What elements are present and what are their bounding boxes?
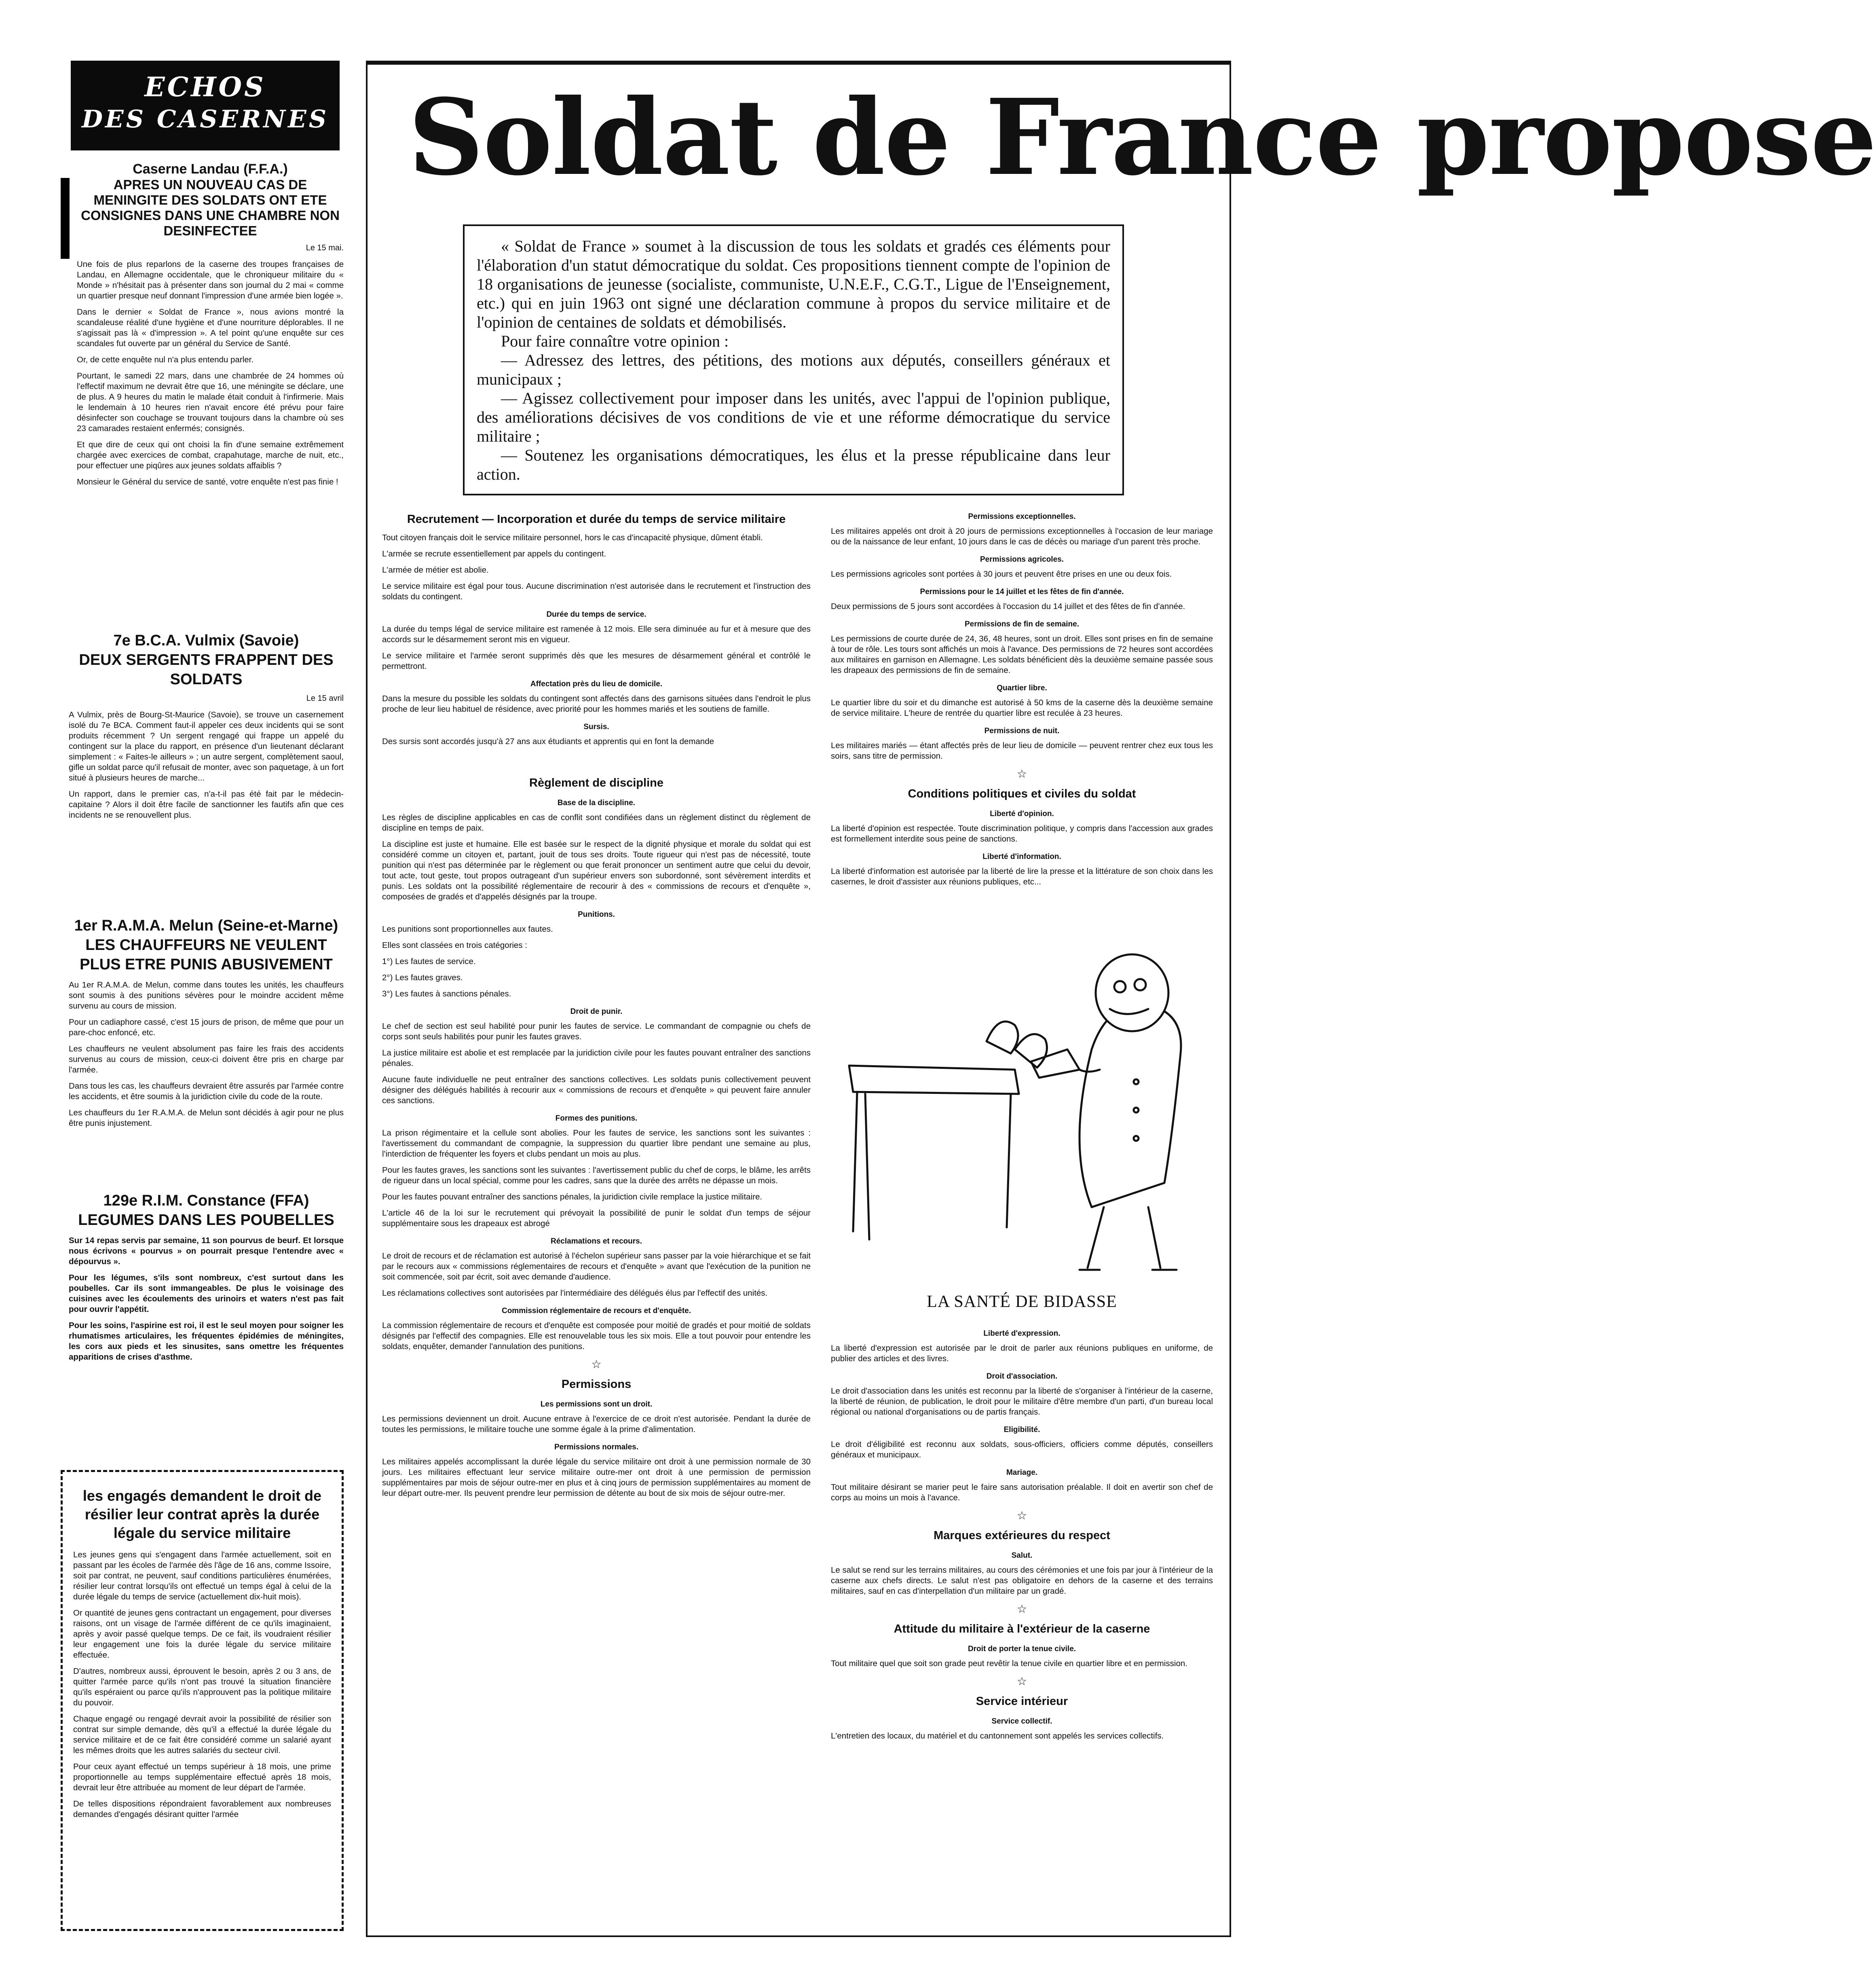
paragraph: La justice militaire est abolie et est remplacée par la juridiction civile pour les fautes pouvant entraîner des sanctions pénales. bbox=[382, 1048, 811, 1068]
subheading: Droit de punir. bbox=[570, 1007, 623, 1016]
subheading: Mariage. bbox=[1006, 1468, 1038, 1477]
article-kicker: Caserne Landau (F.F.A.) bbox=[133, 161, 288, 177]
article-kicker: 129e R.I.M. Constance (FFA) bbox=[103, 1192, 309, 1209]
subheading: Formes des punitions. bbox=[555, 1114, 638, 1123]
paragraph: Le droit d'association dans les unités est reconnu par la liberté de s'organiser à l'intérieur de la caserne, la liberté de réunion, de publication, le droit pour le militaire d'être membre d'un parti, d'un bureau local régional ou national d'organisations ou de partis français. bbox=[831, 1386, 1213, 1417]
right-column-lower bbox=[831, 1328, 1213, 1919]
article-melun bbox=[69, 916, 344, 1134]
paragraph: Pour les fautes pouvant entraîner des sanctions pénales, la juridiction civile remplace la justice militaire. bbox=[382, 1192, 763, 1201]
section-title: Règlement de discipline bbox=[529, 776, 663, 789]
paragraph: Tout citoyen français doit le service militaire personnel, hors le cas d'incapacité physique, dûment établi. bbox=[382, 533, 763, 542]
intro-box bbox=[463, 224, 1124, 495]
article-headline: LEGUMES DANS LES POUBELLES bbox=[78, 1212, 334, 1229]
article-date: Le 15 avril bbox=[306, 694, 344, 703]
paragraph: Le service militaire et l'armée seront supprimés dès que les mesures de désarmement général et contrôlé le permettront. bbox=[382, 651, 811, 671]
decorative-bar bbox=[61, 178, 70, 259]
subheading: Salut. bbox=[1011, 1551, 1033, 1560]
subheading: Liberté d'opinion. bbox=[990, 810, 1054, 818]
subheading: Sursis. bbox=[583, 723, 609, 731]
subheading: Quartier libre. bbox=[997, 684, 1047, 692]
subheading: Permissions normales. bbox=[554, 1443, 639, 1451]
article-headline: LES CHAUFFEURS NE VEULENT PLUS ETRE PUNIS ABUSIVEMENT bbox=[80, 937, 333, 973]
box-paragraph: Les jeunes gens qui s'engagent dans l'armée actuellement, soit en passant par les écoles de l'armée dès l'âge de 16 ans, comme Issoire, soit par contrat, ne peuvent, sauf conditions particulières énumérées, résilier leur contrat lorsqu'ils ont effectué un temps égal à celui de la durée légale du temps de service (actuellement dix-huit mois). bbox=[73, 1550, 331, 1601]
cartoon-caption: LA SANTÉ DE BIDASSE bbox=[927, 1292, 1117, 1311]
list-item: 2°) Les fautes graves. bbox=[382, 973, 463, 982]
paragraph: Deux permissions de 5 jours sont accordées à l'occasion du 14 juillet et des fêtes de fin d'année. bbox=[831, 602, 1185, 611]
paragraph: Le quartier libre du soir et du dimanche est autorisé à 50 kms de la caserne dès la deuxième semaine de service militaire. L'heure de rentrée du quartier libre est reculée à 23 heures. bbox=[831, 698, 1213, 718]
subheading: Eligibilité. bbox=[1003, 1426, 1040, 1434]
article-paragraph: Pour les légumes, s'ils sont nombreux, c'est surtout dans les poubelles. Car ils sont immangeables. De plus le voisinage des cuisines avec les écoulements des urinoirs et waters n'est pas fait pour ouvrir l'appétit. bbox=[69, 1273, 344, 1314]
paragraph: Tout militaire désirant se marier peut le faire sans autorisation préalable. Il doit en avertir son chef de corps au moins un mois à l'avance. bbox=[831, 1483, 1213, 1502]
intro-paragraph: — Adressez des lettres, des pétitions, des motions aux députés, conseillers généraux et municipaux ; bbox=[477, 351, 1110, 388]
subheading: Commission réglementaire de recours et d'enquête. bbox=[501, 1307, 691, 1315]
paragraph: La commission réglementaire de recours et d'enquête est composée pour moitié de gradés et pour moitié de soldats désignés par l'effectif des compagnies. Elle est renouvelable tous les six mois. Elle a tout pouvoir pour entendre les soldats, enquêter, demander l'annulation des punitions. bbox=[382, 1321, 811, 1351]
star-divider: ☆ bbox=[1016, 768, 1027, 780]
box-paragraph: D'autres, nombreux aussi, éprouvent le besoin, après 2 ou 3 ans, de quitter l'armée parce qu'ils n'ont pas trouvé la situation financière qu'ils espéraient ou parce qu'ils n'approuvent pas la politique militaire du pouvoir. bbox=[73, 1667, 331, 1707]
article-paragraph: Et que dire de ceux qui ont choisi la fin d'une semaine extrêmement chargée avec exercices de combat, crapahutage, marche de nuit, etc., pour effectuer une piqûres aux jeunes soldats affaiblis ? bbox=[77, 440, 344, 470]
subheading: Permissions de fin de semaine. bbox=[965, 620, 1079, 628]
article-constance bbox=[69, 1191, 344, 1368]
paragraph: Les permissions de courte durée de 24, 36, 48 heures, sont un droit. Elles sont prises en fin de semaine à tour de rôle. Les tours sont affichés un mois à l'avance. Des permissions de 72 heures sont accordées aux militaires en garnison en Allemagne. Les soldats bénéficient dès la deuxième semaine passée sous les drapeaux des permissions de fin de semaine. bbox=[831, 634, 1213, 675]
list-item: 3°) Les fautes à sanctions pénales. bbox=[382, 989, 511, 998]
subheading: Permissions de nuit. bbox=[984, 727, 1060, 735]
article-paragraph: Dans le dernier « Soldat de France », nous avions montré la scandaleuse réalité d'une hygiène et d'une nourriture déplorables. Il ne s'agissait pas là « d'impression ». A tel point qu'une enquête sur ces scandales fut ouverte par un général du Service de Santé. bbox=[77, 307, 344, 348]
star-divider: ☆ bbox=[591, 1358, 602, 1371]
subheading: Durée du temps de service. bbox=[546, 610, 646, 619]
paragraph: Les permissions deviennent un droit. Aucune entrave à l'exercice de ce droit n'est autorisée. Pendant la durée de toutes les permissions, le militaire touche une somme égale à la prime d'alimentation. bbox=[382, 1414, 811, 1434]
paragraph: Dans la mesure du possible les soldats du contingent sont affectés dans des garnisons situées dans l'endroit le plus proche de leur lieu habituel de résidence, avec priorité pour les hommes mariés et les soutiens de famille. bbox=[382, 694, 811, 714]
paragraph: Aucune faute individuelle ne peut entraîner des sanctions collectives. Les soldats punis collectivement peuvent désigner des délégués habilités à recourir aux « commissions de recours et d'enquête » qui peuvent faire annuler ces sanctions. bbox=[382, 1075, 811, 1105]
star-divider: ☆ bbox=[1016, 1675, 1027, 1688]
section-title: Recrutement — Incorporation et durée du temps de service militaire bbox=[407, 513, 786, 526]
paragraph: L'entretien des locaux, du matériel et du cantonnement sont appelés les services collectifs. bbox=[831, 1731, 1164, 1741]
subheading: Affectation près du lieu de domicile. bbox=[530, 680, 663, 688]
article-paragraph: Les chauffeurs ne veulent absolument pas faire les frais des accidents survenus au cours de mission, ceux-ci doivent être pris en charge par l'armée. bbox=[69, 1044, 344, 1074]
box-title: les engagés demandent le droit de résilier leur contrat après la durée légale du service militaire bbox=[82, 1487, 322, 1541]
masthead: Soldat de France propose bbox=[408, 76, 1876, 199]
section-title: Conditions politiques et civiles du soldat bbox=[908, 787, 1136, 800]
paragraph: Les militaires mariés — étant affectés près de leur lieu de domicile — peuvent rentrer chez eux tous les soirs, sans titre de permission. bbox=[831, 741, 1213, 761]
article-kicker: 7e B.C.A. Vulmix (Savoie) bbox=[113, 632, 299, 649]
article-paragraph: A Vulmix, près de Bourg-St-Maurice (Savoie), se trouve un casernement isolé du 7e BCA. Comment faut-il appeler ces deux incidents qui se sont produits récemment ? Un sergent rengagé qui frappe un appelé du contingent sur la place du rapport, en présence d'un lieutenant déclarant simplement : « Faites-le ailleurs » ; un autre sergent, complètement saoul, gifle un soldat parce qu'il refusait de monter, avec son paquetage, à un fort situé à plusieurs heures de marche... bbox=[69, 710, 344, 783]
intro-paragraph: — Agissez collectivement pour imposer dans les unités, avec l'appui de l'opinion publique, des améliorations décisives de vos conditions de vie et une réforme démocratique du service militaire ; bbox=[477, 389, 1110, 445]
paragraph: Les militaires appelés ont droit à 20 jours de permissions exceptionnelles à l'occasion de leur mariage ou de la naissance de leur enfant, 10 jours dans le cas de décès ou mariage d'un parent très proche. bbox=[831, 527, 1213, 546]
paragraph: La discipline est juste et humaine. Elle est basée sur le respect de la dignité physique et morale du soldat qui est considéré comme un citoyen et, partant, jouit de tous ses droits. Toute rigueur qui n'est pas de nécessité, toute punition qui n'est pas déterminée par le règlement ou que ferait prononcer un sentiment autre que celui du devoir, tout acte, tout geste, tout propos outrageant d'un supérieur envers son subordonné, sont sévèrement interdits et punis. Les soldats ont la possibilité réglementaire de recourir à des « commissions de recours et d'enquête », composées de gradés et d'appelés désignés par la troupe. bbox=[382, 840, 811, 901]
article-paragraph: Pour un cadiaphore cassé, c'est 15 jours de prison, de même que pour un pare-choc enfoncé, etc. bbox=[69, 1017, 344, 1037]
subheading: Service collectif. bbox=[991, 1717, 1052, 1726]
paragraph: Le droit d'éligibilité est reconnu aux soldats, sous-officiers, officiers comme députés, conseillers généraux et municipaux. bbox=[831, 1440, 1213, 1459]
box-paragraph: Pour ceux ayant effectué un temps supérieur à 18 mois, une prime proportionnelle au temps supplémentaire effectué après 18 mois, devrait leur être attribuée au moment de leur départ de l'armée. bbox=[73, 1762, 331, 1792]
article-paragraph: Une fois de plus reparlons de la caserne des troupes françaises de Landau, en Allemagne occidentale, que le chroniqueur militaire du « Monde » n'hésitait pas à présenter dans son journal du 2 mai « comme un quartier presque neuf donnant l'impression d'une armée bien logée ». bbox=[77, 260, 344, 300]
subheading: Permissions pour le 14 juillet et les fêtes de fin d'année. bbox=[920, 588, 1124, 596]
subheading: Punitions. bbox=[578, 910, 615, 919]
subheading: Permissions exceptionnelles. bbox=[968, 512, 1076, 521]
article-headline: APRES UN NOUVEAU CAS DE MENINGITE DES SOLDATS ONT ETE CONSIGNES DANS UNE CHAMBRE NON DESINFECTEE bbox=[81, 177, 340, 238]
section-title: Attitude du militaire à l'extérieur de la caserne bbox=[894, 1622, 1150, 1635]
subheading: Base de la discipline. bbox=[557, 799, 636, 807]
intro-paragraph: Pour faire connaître votre opinion : bbox=[501, 332, 729, 350]
article-paragraph: Au 1er R.A.M.A. de Melun, comme dans toutes les unités, les chauffeurs sont soumis à des punitions sévères pour le moindre accident même survenu au cours de mission. bbox=[69, 980, 344, 1011]
paragraph: L'armée se recrute essentiellement par appels du contingent. bbox=[382, 549, 606, 558]
paragraph: Le chef de section est seul habilité pour punir les fautes de service. Le commandant de compagnie ou chefs de corps sont seuls habilités pour punir les fautes graves. bbox=[382, 1022, 811, 1041]
paragraph: Le salut se rend sur les terrains militaires, au cours des cérémonies et une fois par jour à l'intérieur de la caserne aux chefs directs. Le salut n'est pas obligatoire en dehors de la caserne et des terrains militaires, sauf en cas d'interpellation d'un militaire par un gradé. bbox=[831, 1565, 1213, 1596]
paragraph: Elles sont classées en trois catégories : bbox=[382, 941, 527, 950]
subheading: Réclamations et recours. bbox=[551, 1237, 642, 1246]
article-headline: DEUX SERGENTS FRAPPENT DES SOLDATS bbox=[79, 651, 334, 688]
paragraph: Des sursis sont accordés jusqu'à 27 ans aux étudiants et apprentis qui en font la demande bbox=[382, 737, 714, 746]
section-title: Permissions bbox=[561, 1378, 632, 1391]
article-paragraph: Sur 14 repas servis par semaine, 11 son pourvus de beurf. Et lorsque nous écrivons « pourvus » on pourrait presque l'entendre avec « dépourvus ». bbox=[69, 1236, 344, 1266]
intro-paragraph: « Soldat de France » soumet à la discussion de tous les soldats et gradés ces éléments pour l'élaboration d'un statut démocratique du soldat. Ces propositions tiennent compte de l'opinion de 18 organisations de jeunesse (socialiste, communiste, U.N.E.F., C.G.T., Ligue de l'Enseignement, etc.) qui en juin 1963 ont signé une déclaration commune à propos du service militaire et de l'opinion de centaines de soldats et démobilisés. bbox=[477, 237, 1110, 331]
paragraph: Les punitions sont proportionnelles aux fautes. bbox=[382, 924, 553, 934]
subheading: Liberté d'information. bbox=[982, 852, 1061, 861]
star-divider: ☆ bbox=[1016, 1509, 1027, 1522]
paragraph: La liberté d'information est autorisée par la liberté de lire la presse et la littérature de son choix dans les casernes, le droit d'assister aux réunions publiques, etc... bbox=[831, 867, 1213, 886]
paragraph: La liberté d'expression est autorisée par le droit de parler aux réunions publiques en uniforme, de publier des articles et des livres. bbox=[831, 1343, 1213, 1363]
article-paragraph: Pour les soins, l'aspirine est roi, il est le seul moyen pour soigner les rhumatismes articulaires, les fréquentes épidémies de méningites, les cors aux pieds et les sinusites, sans omettre les fréquentes apparitions de crises d'asthme. bbox=[69, 1321, 344, 1362]
star-divider: ☆ bbox=[1016, 1603, 1027, 1615]
paragraph: L'article 46 de la loi sur le recrutement qui prévoyait la possibilité de punir le soldat d'un temps de séjour supplémentaire sous les drapeaux est abrogé bbox=[382, 1208, 811, 1228]
article-paragraph: Dans tous les cas, les chauffeurs devraient être assurés par l'armée contre les accidents, et être soumis à la juridiction civile du code de la route. bbox=[69, 1081, 344, 1101]
article-vulmix bbox=[69, 631, 344, 826]
article-landau bbox=[77, 161, 344, 493]
subheading: Liberté d'expression. bbox=[983, 1329, 1061, 1338]
middle-column bbox=[382, 512, 811, 1919]
article-paragraph: Monsieur le Général du service de santé, votre enquête n'est pas finie ! bbox=[77, 477, 338, 486]
article-paragraph: Les chauffeurs du 1er R.A.M.A. de Melun sont décidés à agir pour ne plus être punis injustement. bbox=[69, 1108, 344, 1128]
article-paragraph: Pourtant, le samedi 22 mars, dans une chambrée de 24 hommes où l'effectif maximum ne devrait être que 16, une méningite se déclare, une de plus. A 9 heures du matin le malade était conduit à l'infirmerie. Mais le lendemain à 10 heures rien n'avait encore été prévu pour faire désinfecter son couchage se trouvant toujours dans la chambre où ses 23 camarades restaient enfermés; consignés. bbox=[77, 371, 344, 433]
paragraph: Tout militaire quel que soit son grade peut revêtir la tenue civile en quartier libre et en permission. bbox=[831, 1659, 1187, 1668]
article-paragraph: Or, de cette enquête nul n'a plus entendu parler. bbox=[77, 355, 254, 364]
paragraph: Les réclamations collectives sont autorisées par l'intermédiaire des délégués élus par l'effectif des unités. bbox=[382, 1288, 768, 1298]
paragraph: La liberté d'opinion est respectée. Toute discrimination politique, y compris dans l'accession aux grades est formellement interdite sous peine de sanctions. bbox=[831, 824, 1213, 844]
paragraph: Le droit de recours et de réclamation est autorisé à l'échelon supérieur sans passer par la voie hiérarchique et se fait par le recours aux « commissions réglementaires de recours et d'enquête » avant que l'exécution de la punition ne soit commencée, soit par écrit, soit avec demande d'audience. bbox=[382, 1251, 811, 1282]
engages-box bbox=[61, 1470, 344, 1931]
paragraph: Les permissions agricoles sont portées à 30 jours et peuvent être prises en une ou deux fois. bbox=[831, 569, 1172, 579]
paragraph: Pour les fautes graves, les sanctions sont les suivantes : l'avertissement public du chef de corps, le blâme, les arrêts de rigueur dans un local spécial, comme pour les cadres, sans que la durée des arrêts ne dépasse un mois. bbox=[382, 1165, 811, 1185]
list-item: 1°) Les fautes de service. bbox=[382, 957, 476, 966]
box-paragraph: Chaque engagé ou rengagé devrait avoir la possibilité de résilier son contrat sur simple demande, dès qu'il a effectué la durée légale du service militaire et de ce fait être considéré comme un salarié ayant les mêmes droits que les autres salariés du secteur civil. bbox=[73, 1714, 331, 1755]
subheading: Droit d'association. bbox=[986, 1372, 1058, 1381]
echos-banner bbox=[71, 61, 340, 150]
paragraph: La durée du temps légal de service militaire est ramenée à 12 mois. Elle sera diminuée au fur et à mesure que des accords sur le désarmement seront mis en vigueur. bbox=[382, 624, 811, 644]
box-paragraph: Or quantité de jeunes gens contractant un engagement, pour diverses raisons, ont un visage de l'armée différent de ce qu'ils imaginaient, après y avoir passé quelque temps. De ce fait, ils voudraient résilier leur engagement une fois la durée légale du service militaire effectuée. bbox=[73, 1608, 331, 1660]
bidasse-cartoon-illustration bbox=[841, 948, 1205, 1288]
subheading: Les permissions sont un droit. bbox=[540, 1400, 653, 1409]
article-kicker: 1er R.A.M.A. Melun (Seine-et-Marne) bbox=[74, 917, 338, 934]
banner-line-1: ECHOS bbox=[144, 71, 266, 103]
article-date: Le 15 mai. bbox=[306, 243, 344, 252]
subheading: Permissions agricoles. bbox=[980, 555, 1064, 564]
paragraph: Les règles de discipline applicables en cas de conflit sont condifiées dans un règlement distinct du règlement de discipline en temps de paix. bbox=[382, 813, 811, 833]
paragraph: Le service militaire est égal pour tous. Aucune discrimination n'est autorisée dans le recrutement et l'instruction des soldats du contingent. bbox=[382, 582, 811, 601]
section-title: Service intérieur bbox=[976, 1695, 1068, 1708]
box-paragraph: De telles dispositions répondraient favorablement aux nombreuses demandes d'engagés désirant quitter l'armée bbox=[73, 1799, 331, 1819]
paragraph: Les militaires appelés accomplissant la durée légale du service militaire ont droit à une permission normale de 30 jours. Les militaires effectuant leur service militaire outre-mer ont droit à une permission de permission supplémentaires par mois de séjour outre-mer en plus et à cinq jours de permission supplémentaires au moment de leur départ outre-mer. Ils peuvent prendre leur permission de détente au bout de six mois de séjour outre-mer. bbox=[382, 1457, 811, 1498]
banner-line-2: DES CASERNES bbox=[81, 105, 329, 133]
paragraph: L'armée de métier est abolie. bbox=[382, 565, 489, 575]
article-paragraph: Un rapport, dans le premier cas, n'a-t-il pas été fait par le médecin-capitaine ? Alors il doit être facile de sanctionner les fautifs afin que ces incidents ne se renouvellent plus. bbox=[69, 789, 344, 820]
paragraph: La prison régimentaire et la cellule sont abolies. Pour les fautes de service, les sanctions sont les suivantes : l'avertissement du commandant de compagnie, la suppression du quartier libre pendant une semaine au plus, l'interdiction de fréquenter les foyers et clubs pendant un mois au plus. bbox=[382, 1128, 811, 1159]
left-column bbox=[61, 61, 344, 1929]
section-title: Marques extérieures du respect bbox=[934, 1529, 1110, 1542]
intro-paragraph: — Soutenez les organisations démocratiques, les élus et la presse républicaine dans leur action. bbox=[477, 446, 1110, 483]
subheading: Droit de porter la tenue civile. bbox=[968, 1645, 1076, 1653]
